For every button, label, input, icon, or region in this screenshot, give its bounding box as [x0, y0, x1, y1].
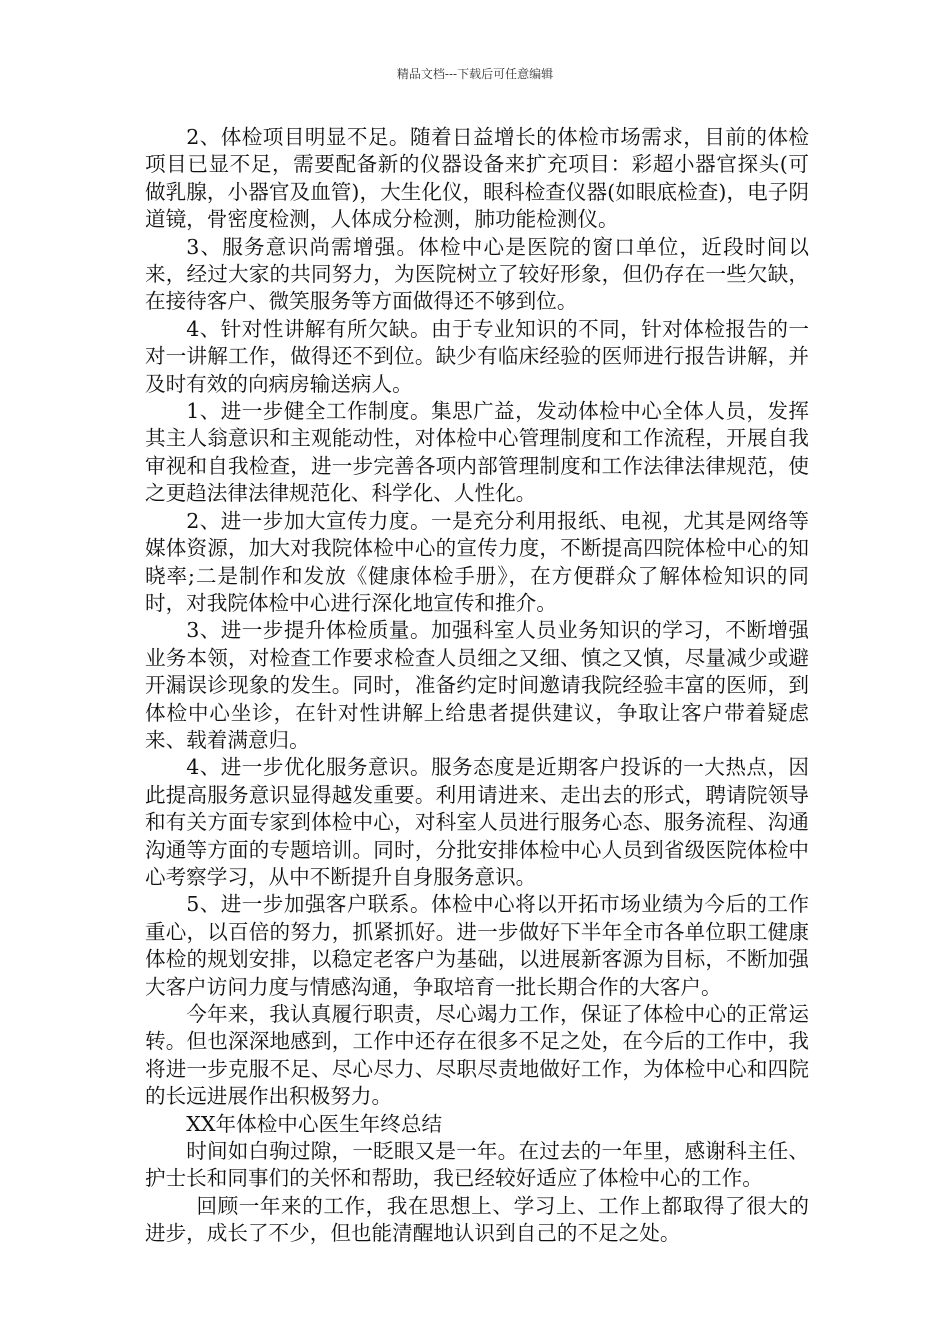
paragraph-service-awareness: 3、服务意识尚需增强。体检中心是医院的窗口单位，近段时间以来，经过大家的共同努力，为医院树立了较好形象，但仍存在一些欠缺，在接待客户、微笑服务等方面做得还不够到位。	[145, 234, 809, 314]
paragraph-work-system: 1、进一步健全工作制度。集思广益，发动体检中心全体人员，发挥其主人翁意识和主观能动性，对体检中心管理制度和工作流程，开展自我审视和自我检查，进一步完善各项内部管理制度和工作法律法律规范，使之更趋法律法律规范化、科学化、人性化。	[145, 399, 809, 506]
paragraph-optimize-service: 4、进一步优化服务意识。服务态度是近期客户投诉的一大热点，因此提高服务意识显得越发重要。利用请进来、走出去的形式，聘请院领导和有关方面专家到体检中心，对科室人员进行服务心态、服务流程、沟通沟通等方面的专题培训。同时，分批安排体检中心人员到省级医院体检中心考察学习，从中不断提升自身服务意识。	[145, 755, 809, 889]
document-body	[145, 124, 809, 1248]
paragraph-quality: 3、进一步提升体检质量。加强科室人员业务知识的学习，不断增强业务本领，对检查工作要求检查人员细之又细、慎之又慎，尽量减少或避开漏误诊现象的发生。同时，准备约定时间邀请我院经验丰富的医师，到体检中心坐诊，在针对性讲解上给患者提供建议，争取让客户带着疑虑来、载着满意归。	[145, 618, 809, 752]
paragraph-review: 回顾一年来的工作，我在思想上、学习上、工作上都取得了很大的进步，成长了不少，但也能清醒地认识到自己的不足之处。	[145, 1193, 809, 1246]
paragraph-exam-items: 2、体检项目明显不足。随着日益增长的体检市场需求，目前的体检项目已显不足，需要配备新的仪器设备来扩充项目：彩超小器官探头(可做乳腺，小器官及血管)，大生化仪，眼科检查仪器(如眼底检查)，电子阴道镜，骨密度检测，人体成分检测，肺功能检测仪。	[145, 125, 809, 232]
paragraph-publicity: 2、进一步加大宣传力度。一是充分利用报纸、电视，尤其是网络等媒体资源，加大对我院体检中心的宣传力度，不断提高四院体检中心的知晓率;二是制作和发放《健康体检手册》，在方便群众了解体检知识的同时，对我院体检中心进行深化地宣传和推介。	[145, 508, 809, 615]
section-title: XX年体检中心医生年终总结	[186, 1111, 443, 1136]
paragraph-this-year: 今年来，我认真履行职责，尽心竭力工作，保证了体检中心的正常运转。但也深深地感到，工作中还存在很多不足之处，在今后的工作中，我将进一步克服不足、尽心尽力、尽职尽责地做好工作，为体检中心和四院的长远进展作出积极努力。	[145, 1002, 809, 1109]
paragraph-time-flies: 时间如白驹过隙，一眨眼又是一年。在过去的一年里，感谢科主任、护士长和同事们的关怀和帮助，我已经较好适应了体检中心的工作。	[145, 1139, 809, 1191]
paragraph-customer-contact: 5、进一步加强客户联系。体检中心将以开拓市场业绩为今后的工作重心，以百倍的努力，抓紧抓好。进一步做好下半年全市各单位职工健康体检的规划安排，以稳定老客户为基础，以进展新客源为目标，不断加强大客户访问力度与情感沟通，争取培育一批长期合作的大客户。	[145, 892, 809, 999]
paragraph-explanation: 4、针对性讲解有所欠缺。由于专业知识的不同，针对体检报告的一对一讲解工作，做得还不到位。缺少有临床经验的医师进行报告讲解，并及时有效的向病房输送病人。	[145, 316, 809, 396]
page-header: 精品文档---下载后可任意编辑	[396, 67, 554, 81]
